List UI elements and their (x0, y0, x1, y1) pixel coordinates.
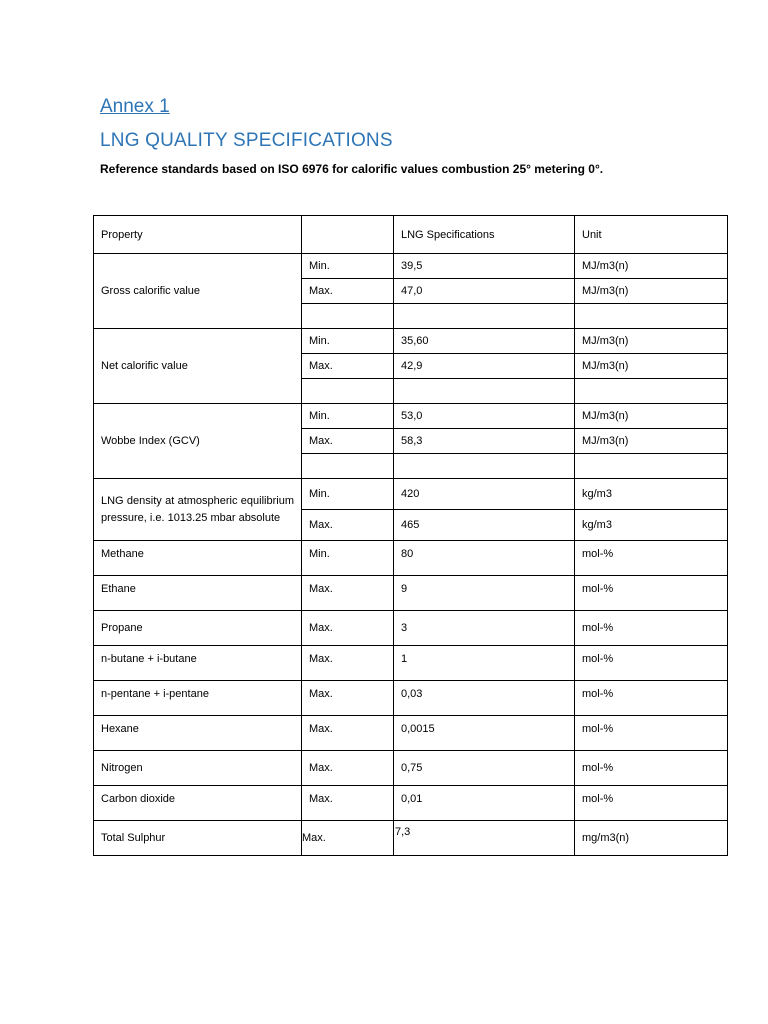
limit-cell: Min. (302, 254, 394, 279)
value-cell: 0,03 (394, 681, 575, 716)
unit-cell: kg/m3 (575, 510, 728, 541)
unit-cell: MJ/m3(n) (575, 429, 728, 454)
value-cell: 80 (394, 541, 575, 576)
reference-note: Reference standards based on ISO 6976 for calorific values combustion 25° metering 0°. (100, 162, 604, 176)
property-cell: Methane (94, 541, 302, 576)
value-cell (394, 821, 575, 856)
value-cell: 465 (394, 510, 575, 541)
limit-cell: Max. (302, 429, 394, 454)
value-cell: 42,9 (394, 354, 575, 379)
unit-cell: mol-% (575, 541, 728, 576)
value-text: 7,3 (395, 826, 411, 838)
limit-cell: Max. (302, 611, 394, 646)
header-limit (302, 216, 394, 254)
header-property: Property (94, 216, 302, 254)
limit-cell: Max. (302, 751, 394, 786)
table-row (94, 821, 728, 856)
value-cell: 35,60 (394, 329, 575, 354)
empty-cell (302, 454, 394, 479)
property-cell: Gross calorific value (94, 254, 302, 329)
table-row (94, 576, 728, 611)
table-row (94, 254, 728, 279)
table-row (94, 646, 728, 681)
empty-cell (394, 304, 575, 329)
empty-cell (302, 304, 394, 329)
limit-cell: Max. (302, 716, 394, 751)
property-cell: Wobbe Index (GCV) (94, 404, 302, 479)
unit-cell: MJ/m3(n) (575, 279, 728, 304)
property-cell: Net calorific value (94, 329, 302, 404)
limit-cell: Max. (302, 646, 394, 681)
property-cell: Propane (94, 611, 302, 646)
table-row (94, 716, 728, 751)
table-row (94, 751, 728, 786)
value-cell: 9 (394, 576, 575, 611)
empty-cell (394, 454, 575, 479)
empty-cell (394, 379, 575, 404)
empty-cell (302, 379, 394, 404)
limit-cell: Max. (302, 786, 394, 821)
property-cell: n-pentane + i-pentane (94, 681, 302, 716)
unit-cell: mol-% (575, 716, 728, 751)
table-row (94, 786, 728, 821)
value-cell: 0,0015 (394, 716, 575, 751)
value-cell: 0,01 (394, 786, 575, 821)
empty-cell (575, 454, 728, 479)
document-title: LNG QUALITY SPECIFICATIONS (100, 130, 393, 151)
property-cell: Hexane (94, 716, 302, 751)
value-cell: 47,0 (394, 279, 575, 304)
unit-cell: mol-% (575, 681, 728, 716)
unit-cell: MJ/m3(n) (575, 404, 728, 429)
empty-cell (575, 304, 728, 329)
limit-cell: Min. (302, 404, 394, 429)
property-cell: n-butane + i-butane (94, 646, 302, 681)
value-cell: 0,75 (394, 751, 575, 786)
table-row (94, 541, 728, 576)
unit-cell: kg/m3 (575, 479, 728, 510)
unit-cell: MJ/m3(n) (575, 354, 728, 379)
table-row (94, 681, 728, 716)
value-cell: 420 (394, 479, 575, 510)
limit-cell: Max. (302, 821, 394, 856)
annex-link[interactable]: Annex 1 (100, 96, 170, 117)
limit-cell: Max. (302, 576, 394, 611)
unit-cell: mol-% (575, 646, 728, 681)
property-cell: Ethane (94, 576, 302, 611)
value-cell: 3 (394, 611, 575, 646)
header-unit: Unit (575, 216, 728, 254)
unit-cell: MJ/m3(n) (575, 329, 728, 354)
limit-cell: Min. (302, 541, 394, 576)
header-specification: LNG Specifications (394, 216, 575, 254)
lng-specification-table (93, 215, 728, 856)
unit-cell: mol-% (575, 751, 728, 786)
property-cell: Nitrogen (94, 751, 302, 786)
table-row (94, 479, 728, 510)
limit-cell: Max. (302, 279, 394, 304)
unit-cell: mol-% (575, 576, 728, 611)
table-row (94, 329, 728, 354)
property-cell: LNG density at atmospheric equilibrium pressure, i.e. 1013.25 mbar absolute (94, 479, 302, 541)
value-cell: 58,3 (394, 429, 575, 454)
property-cell: Carbon dioxide (94, 786, 302, 821)
limit-cell: Min. (302, 479, 394, 510)
limit-cell: Max. (302, 354, 394, 379)
value-cell: 39,5 (394, 254, 575, 279)
value-cell: 53,0 (394, 404, 575, 429)
unit-cell: MJ/m3(n) (575, 254, 728, 279)
limit-cell: Max. (302, 510, 394, 541)
unit-cell: mol-% (575, 611, 728, 646)
limit-cell: Min. (302, 329, 394, 354)
table-row (94, 611, 728, 646)
unit-cell: mg/m3(n) (575, 821, 728, 856)
unit-cell: mol-% (575, 786, 728, 821)
empty-cell (575, 379, 728, 404)
value-cell: 1 (394, 646, 575, 681)
limit-cell: Max. (302, 681, 394, 716)
table-header-row (94, 216, 728, 254)
property-cell: Total Sulphur (94, 821, 302, 856)
table-row (94, 404, 728, 429)
